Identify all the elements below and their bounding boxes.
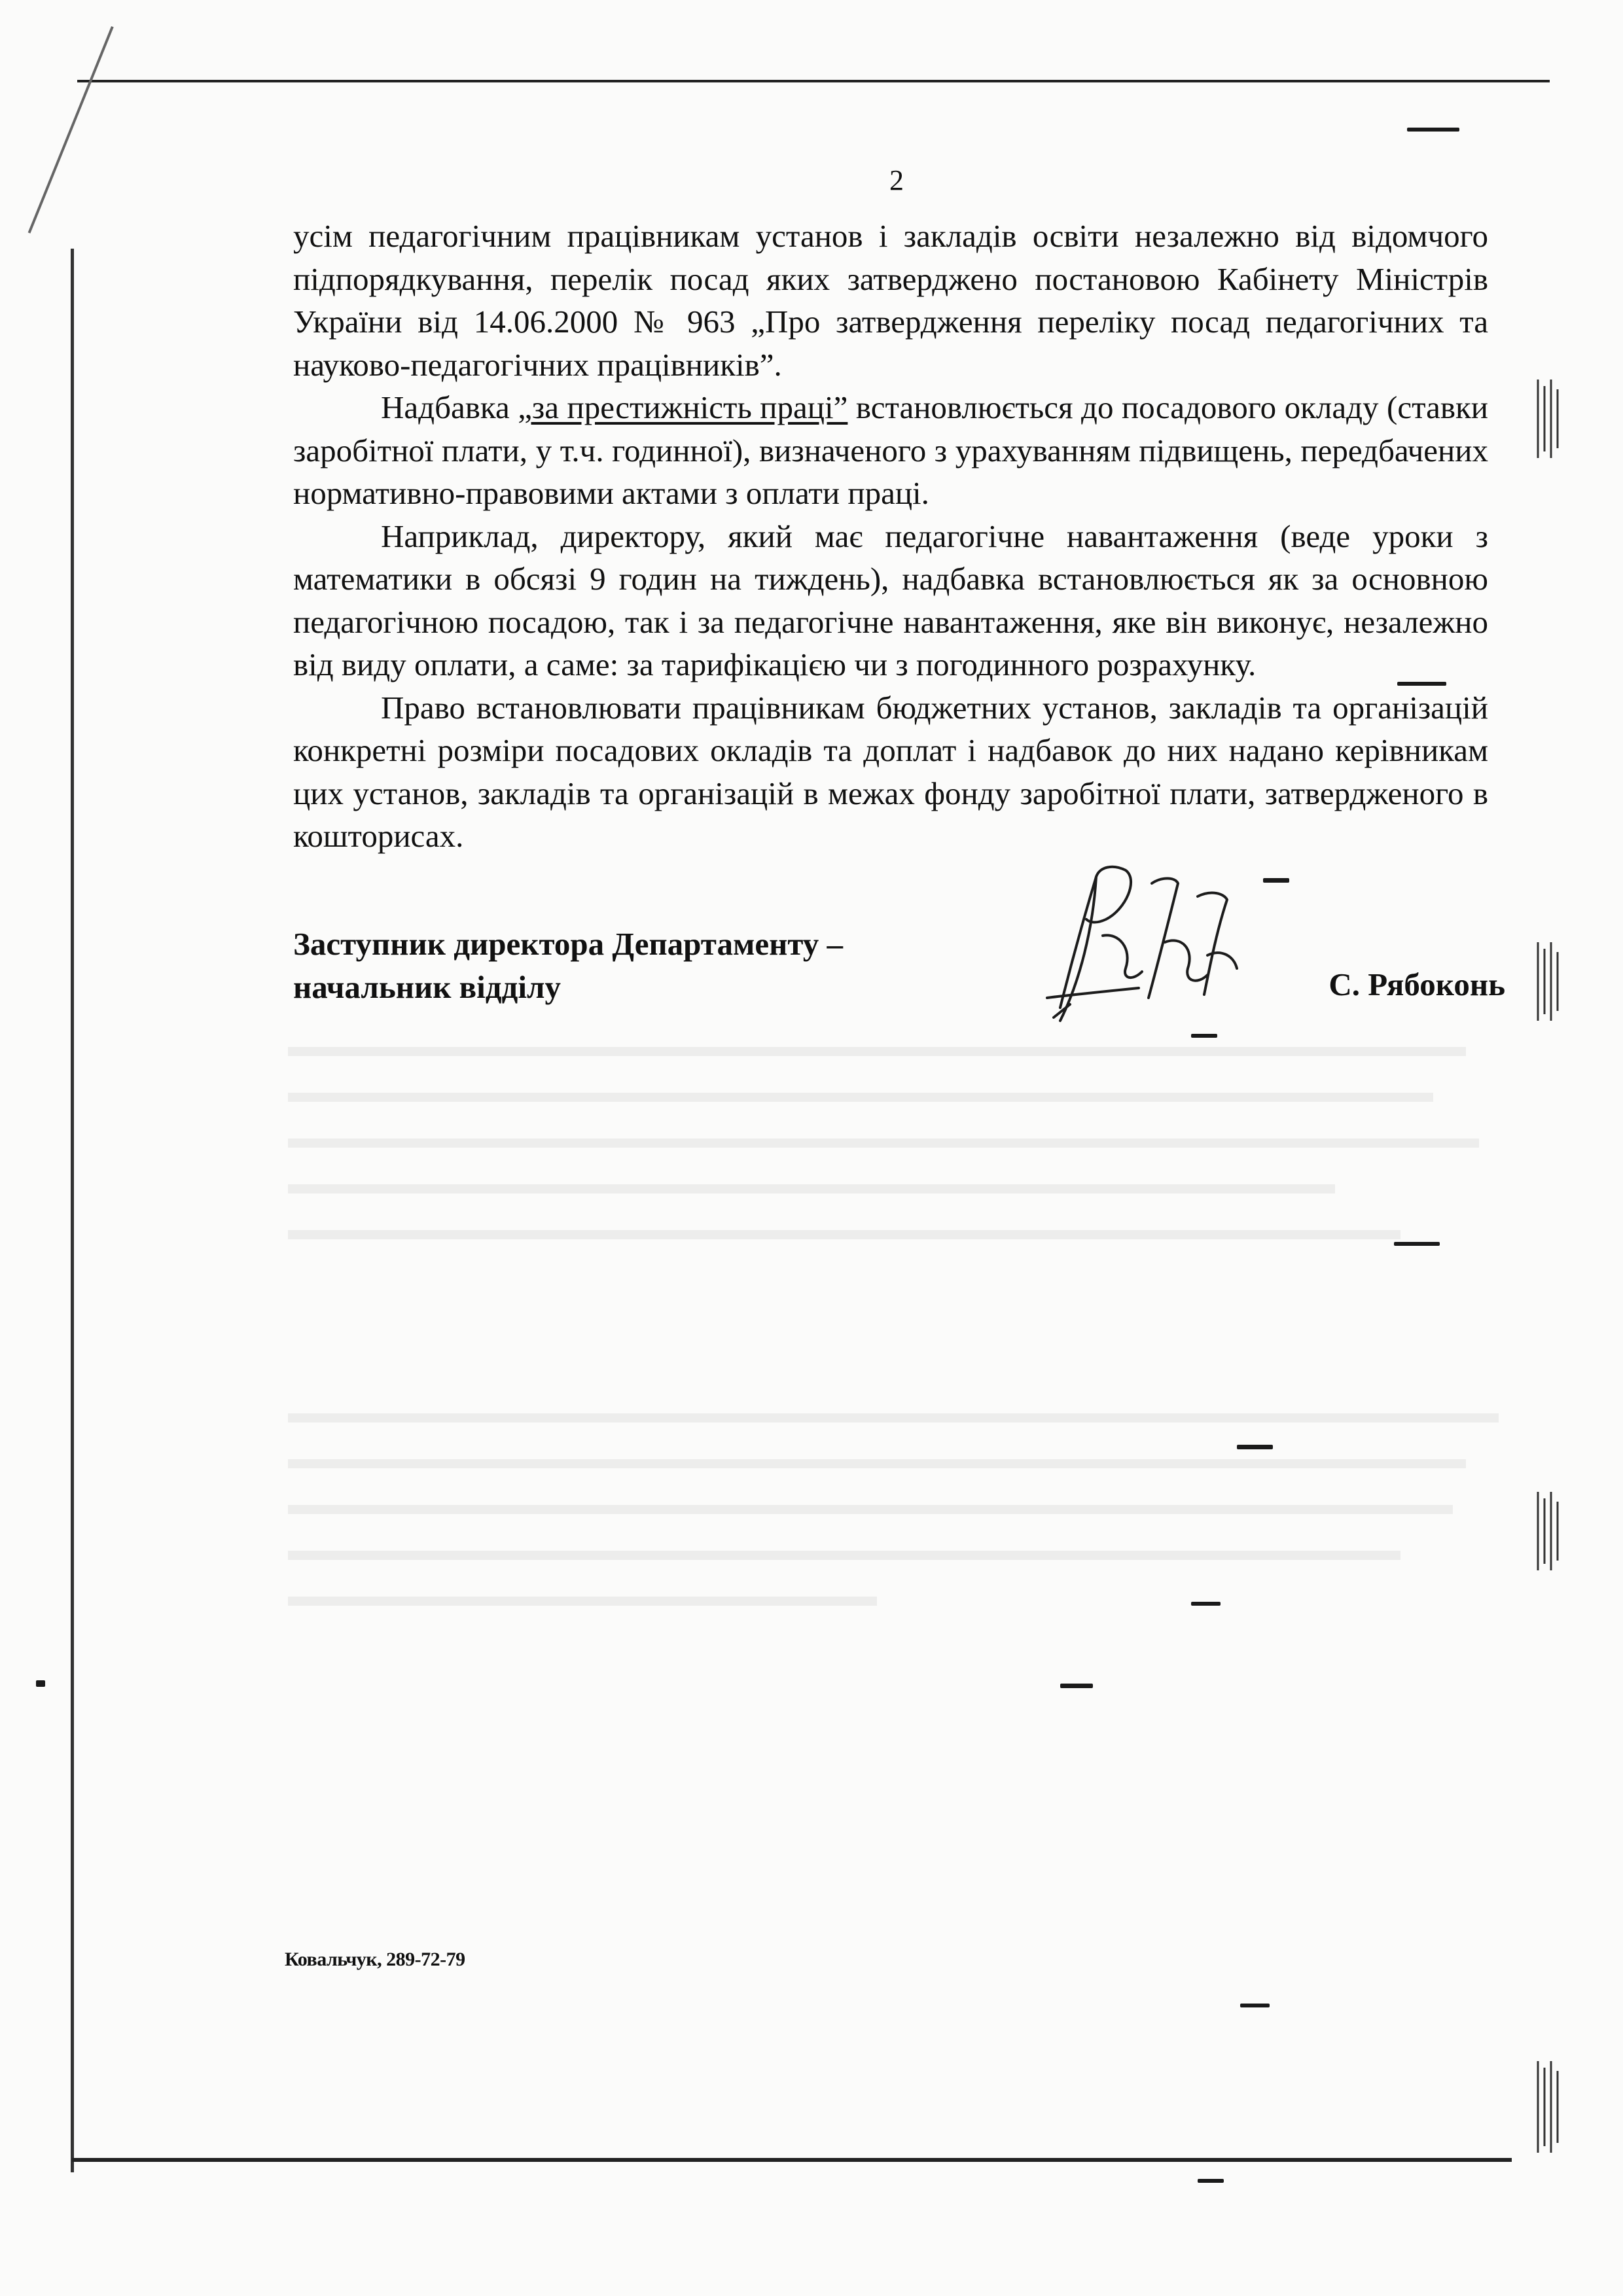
paragraph-2-end: встановлюється до посадового окладу (ставки заробітної плати, у т.ч. годинної), визначеного з урахуванням підвищень, передбачених нормативно-правовими актами з оплати праці. <box>293 389 1489 511</box>
paragraph-1: усім педагогічним працівникам установ і закладів освіти незалежно від відомчого підпорядкування, перелік посад яких затверджено постановою Кабінету Міністрів України від 14.06.2000 № 963 „Про затвердження переліку посад педагогічних та науково-педагогічних працівників”. <box>293 218 1488 383</box>
scan-edge-shadow <box>1531 2061 1571 2153</box>
letter-body <box>293 215 1488 858</box>
scan-mark <box>1191 1602 1221 1606</box>
signatory-name: С. Рябоконь <box>1329 966 1505 1002</box>
page-number: 2 <box>889 164 904 196</box>
handwritten-signature <box>1034 857 1250 1034</box>
paragraph-4: Право встановлювати працівникам бюджетних установ, закладів та організацій конкретні розміри посадових окладів та доплат і надбавок до них надано керівникам цих установ, закладів та організацій в межах фонду заробітної плати, затвердженого в кошторисах. <box>293 689 1488 854</box>
scan-mark <box>36 1680 45 1687</box>
scan-frame-top <box>77 80 1550 82</box>
scan-edge-shadow <box>1531 942 1571 1021</box>
paragraph-2 <box>293 386 1488 515</box>
signatory-title-line1: Заступник директора Департаменту – <box>293 926 843 962</box>
scan-mark <box>1060 1684 1093 1688</box>
scan-edge-shadow <box>1531 1492 1571 1570</box>
scan-frame-left <box>71 249 74 2172</box>
scan-frame-bottom <box>72 2158 1512 2162</box>
scan-mark <box>1198 2179 1224 2183</box>
scan-mark <box>1240 2004 1270 2007</box>
paragraph-3: Наприклад, директору, який має педагогічне навантаження (веде уроки з математики в обсязі 9 годин на тиждень), надбавка встановлюється як за основною педагогічною посадою, так і за педагогічне навантаження, яке він виконує, незалежно від виду оплати, а саме: за тарифікацією чи з погодинного розрахунку. <box>293 518 1488 682</box>
scan-mark <box>1237 1445 1273 1449</box>
scan-mark <box>1394 1242 1440 1246</box>
underlined-phrase: „за престижність праці” <box>518 389 848 425</box>
scan-mark <box>1397 682 1446 686</box>
signatory-title <box>293 923 948 1009</box>
signatory-title-line2: начальник відділу <box>293 969 561 1005</box>
executor-contact: Ковальчук, 289-72-79 <box>285 1949 465 1970</box>
scan-mark <box>1407 128 1459 132</box>
scan-edge-shadow <box>1531 380 1571 458</box>
bleed-through-texture <box>288 1021 1531 1871</box>
scan-mark <box>1263 878 1289 883</box>
scan-mark <box>1191 1034 1217 1038</box>
scan-edge-line <box>28 26 114 234</box>
paragraph-2-start: Надбавка <box>381 389 518 425</box>
